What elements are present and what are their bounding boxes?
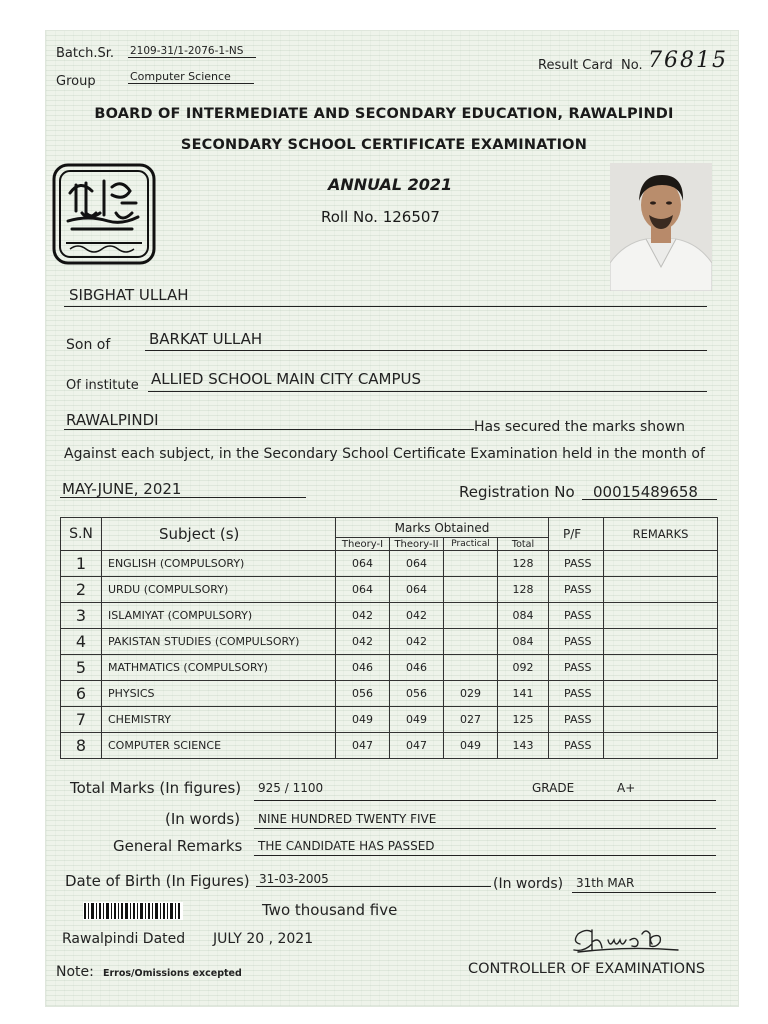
total-marks-label: Total Marks (In figures)	[70, 779, 242, 797]
dob-underline	[256, 886, 491, 887]
row-theory2: 049	[390, 707, 444, 733]
header-sn: S.N	[61, 518, 102, 551]
exam-title: SECONDARY SCHOOL CERTIFICATE EXAMINATION	[180, 137, 588, 153]
result-card-number: 76815	[648, 48, 728, 73]
row-subject: MATHMATICS (COMPULSORY)	[102, 655, 336, 681]
row-theory1: 047	[336, 733, 390, 759]
row-sn: 1	[61, 551, 102, 577]
row-sn: 6	[61, 681, 102, 707]
row-remarks	[604, 551, 718, 577]
row-theory2: 064	[390, 551, 444, 577]
row-subject: CHEMISTRY	[102, 707, 336, 733]
table-row	[61, 655, 718, 681]
grade-value: A+	[617, 781, 636, 795]
institute-city: RAWALPINDI	[66, 411, 159, 429]
header-remarks: REMARKS	[604, 518, 718, 551]
row-subject: PAKISTAN STUDIES (COMPULSORY)	[102, 629, 336, 655]
remarks-underline	[254, 855, 716, 856]
father-underline	[145, 350, 707, 351]
row-pf: PASS	[549, 603, 604, 629]
table-row	[61, 707, 718, 733]
dob-words-label: (In words)	[493, 876, 564, 892]
institute-label: Of institute	[66, 378, 139, 393]
row-pf: PASS	[549, 577, 604, 603]
row-pf: PASS	[549, 551, 604, 577]
row-practical	[444, 603, 498, 629]
general-remarks-label: General Remarks	[113, 837, 243, 855]
name-underline	[64, 306, 707, 307]
header-total: Total	[498, 538, 549, 551]
batch-label: Batch.Sr.	[56, 46, 115, 61]
dob-label: Date of Birth (In Figures)	[65, 872, 250, 890]
row-practical: 049	[444, 733, 498, 759]
row-sn: 7	[61, 707, 102, 733]
row-theory1: 042	[336, 603, 390, 629]
row-total: 143	[498, 733, 549, 759]
marks-table	[60, 517, 718, 759]
general-remarks-value: THE CANDIDATE HAS PASSED	[258, 839, 435, 853]
exam-session: ANNUAL 2021	[328, 175, 453, 194]
row-theory2: 042	[390, 603, 444, 629]
registration-underline	[582, 499, 717, 500]
header-theory2: Theory-II	[390, 538, 444, 551]
table-row	[61, 603, 718, 629]
row-total: 125	[498, 707, 549, 733]
row-total: 128	[498, 577, 549, 603]
row-remarks	[604, 733, 718, 759]
row-practical: 029	[444, 681, 498, 707]
controller-title: CONTROLLER OF EXAMINATIONS	[468, 961, 706, 977]
row-theory2: 046	[390, 655, 444, 681]
city-underline	[64, 429, 474, 430]
row-remarks	[604, 629, 718, 655]
row-theory1: 049	[336, 707, 390, 733]
row-pf: PASS	[549, 681, 604, 707]
row-theory1: 042	[336, 629, 390, 655]
table-row	[61, 577, 718, 603]
header-practical: Practical	[444, 538, 498, 551]
group-label: Group	[56, 74, 96, 89]
barcode-icon	[83, 902, 183, 920]
dob-words-value: 31th MAR	[576, 876, 635, 890]
row-subject: ENGLISH (COMPULSORY)	[102, 551, 336, 577]
candidate-name: SIBGHAT ULLAH	[69, 286, 189, 304]
row-total: 128	[498, 551, 549, 577]
dated-value: JULY 20 , 2021	[213, 931, 314, 947]
registration-label: Registration No	[459, 483, 575, 501]
row-sn: 5	[61, 655, 102, 681]
father-name: BARKAT ULLAH	[149, 330, 263, 348]
row-practical: 027	[444, 707, 498, 733]
row-remarks	[604, 603, 718, 629]
secured-text: Has secured the marks shown	[474, 419, 686, 435]
result-card-label: Result Card	[538, 58, 613, 73]
candidate-photo	[610, 163, 712, 291]
table-row	[61, 629, 718, 655]
note-label: Note:	[56, 964, 94, 980]
dob-words-year: Two thousand five	[262, 901, 398, 919]
row-total: 141	[498, 681, 549, 707]
row-pf: PASS	[549, 733, 604, 759]
board-seal-stamp	[52, 163, 156, 265]
total-underline	[254, 800, 716, 801]
row-pf: PASS	[549, 629, 604, 655]
row-remarks	[604, 577, 718, 603]
result-card-no-label: No.	[621, 58, 643, 73]
institute-name: ALLIED SCHOOL MAIN CITY CAMPUS	[151, 370, 422, 388]
row-theory1: 056	[336, 681, 390, 707]
row-theory1: 064	[336, 577, 390, 603]
against-text: Against each subject, in the Secondary School Certificate Examination held in the month of	[64, 446, 705, 462]
row-theory2: 064	[390, 577, 444, 603]
group-value: Computer Science	[128, 70, 254, 84]
table-row	[61, 681, 718, 707]
words-value: NINE HUNDRED TWENTY FIVE	[258, 812, 437, 826]
header-theory1: Theory-I	[336, 538, 390, 551]
row-theory2: 042	[390, 629, 444, 655]
institute-underline	[148, 391, 707, 392]
controller-signature	[568, 922, 688, 958]
row-subject: COMPUTER SCIENCE	[102, 733, 336, 759]
row-practical	[444, 629, 498, 655]
row-pf: PASS	[549, 707, 604, 733]
dated-label: Rawalpindi Dated	[62, 931, 186, 947]
month-underline	[60, 497, 306, 498]
son-of-label: Son of	[66, 337, 111, 353]
row-total: 092	[498, 655, 549, 681]
dob-value: 31-03-2005	[259, 872, 329, 886]
words-label: (In words)	[165, 810, 241, 828]
row-theory2: 056	[390, 681, 444, 707]
row-subject: URDU (COMPULSORY)	[102, 577, 336, 603]
row-practical	[444, 655, 498, 681]
row-practical	[444, 577, 498, 603]
row-practical	[444, 551, 498, 577]
row-theory1: 064	[336, 551, 390, 577]
table-row	[61, 551, 718, 577]
row-sn: 3	[61, 603, 102, 629]
row-remarks	[604, 707, 718, 733]
dob-words-underline	[572, 892, 716, 893]
header-marks-obtained: Marks Obtained	[336, 518, 549, 538]
batch-value: 2109-31/1-2076-1-NS	[128, 45, 256, 58]
total-marks-value: 925 / 1100	[258, 781, 324, 795]
row-theory1: 046	[336, 655, 390, 681]
row-remarks	[604, 655, 718, 681]
row-total: 084	[498, 629, 549, 655]
registration-number: 00015489658	[593, 483, 698, 501]
row-sn: 2	[61, 577, 102, 603]
roll-number: Roll No. 126507	[321, 208, 440, 226]
row-sn: 4	[61, 629, 102, 655]
row-subject: PHYSICS	[102, 681, 336, 707]
board-title: BOARD OF INTERMEDIATE AND SECONDARY EDUCATION, RAWALPINDI	[94, 106, 674, 122]
row-sn: 8	[61, 733, 102, 759]
row-total: 084	[498, 603, 549, 629]
words-underline	[254, 828, 716, 829]
row-subject: ISLAMIYAT (COMPULSORY)	[102, 603, 336, 629]
row-theory2: 047	[390, 733, 444, 759]
note-value: Erros/Omissions excepted	[103, 968, 242, 979]
grade-label: GRADE	[532, 781, 575, 795]
header-pf: P/F	[549, 518, 604, 551]
header-subject: Subject (s)	[102, 518, 336, 551]
table-row	[61, 733, 718, 759]
row-pf: PASS	[549, 655, 604, 681]
exam-month: MAY-JUNE, 2021	[62, 480, 182, 498]
row-remarks	[604, 681, 718, 707]
